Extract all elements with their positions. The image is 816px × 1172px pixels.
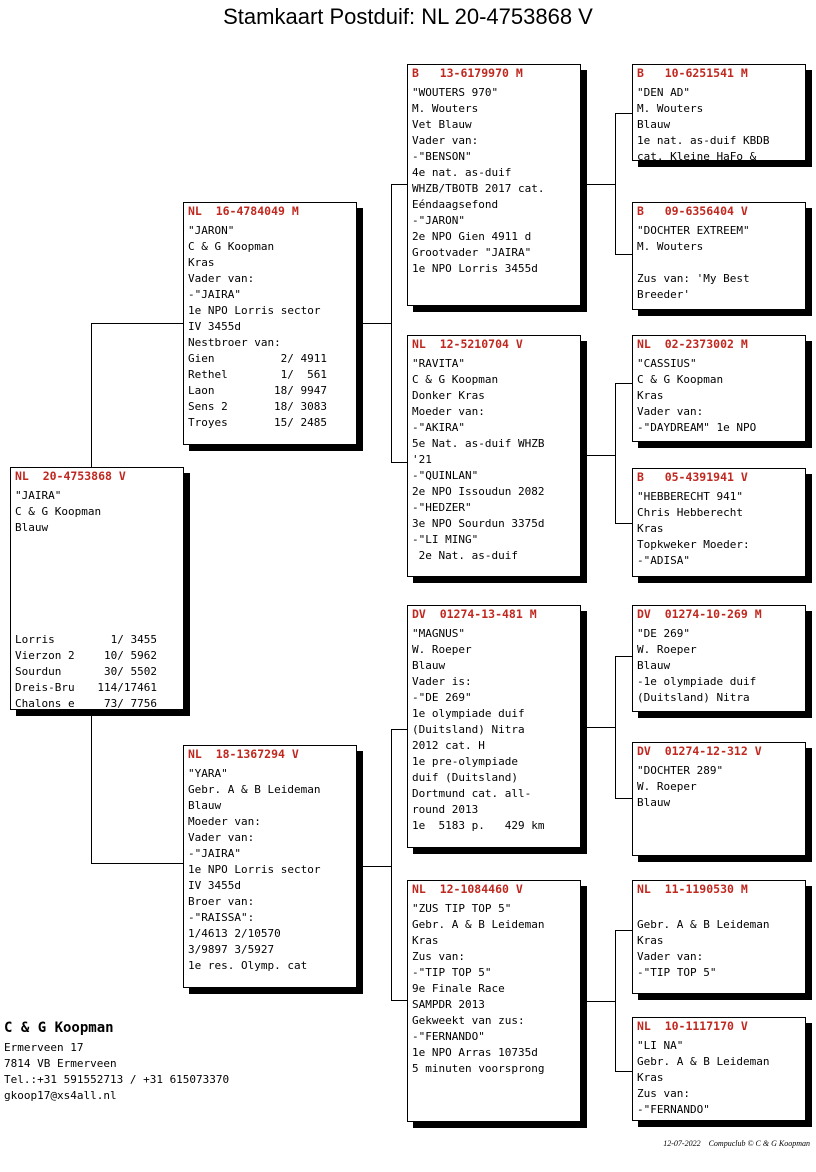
connector-line <box>580 184 615 185</box>
connector-line <box>391 1000 407 1001</box>
card-line: SAMPDR 2013 <box>412 998 485 1011</box>
card-line: "DE 269" <box>637 627 690 640</box>
card-line: Blauw <box>188 799 222 812</box>
card-line: -1e olympiade duif <box>637 675 757 688</box>
race-name: Sourdun <box>15 665 62 678</box>
race-result: 30/ 5502 <box>104 665 157 678</box>
card-line <box>15 552 179 568</box>
card-line: Zus van: 'My Best <box>637 272 750 285</box>
pigeon-card-mother <box>183 745 357 988</box>
card-line: W. Roeper <box>412 643 472 656</box>
card-line: "HEBBERECHT 941" <box>637 490 743 503</box>
owner-city: 7814 VB Ermerveen <box>4 1057 117 1070</box>
card-line: Donker Kras <box>412 389 485 402</box>
card-line: Nestbroer van: <box>188 336 281 349</box>
card-line: M. Wouters <box>412 102 479 115</box>
connector-line <box>91 323 183 324</box>
card-line: (Duitsland) Nitra <box>412 723 525 736</box>
race-result: 114/17461 <box>97 681 157 694</box>
card-line: -"BENSON" <box>412 150 472 163</box>
card-line: 3/9897 3/5927 <box>188 943 275 956</box>
result-row <box>188 399 352 415</box>
race-name: Gien <box>188 352 215 365</box>
card-line: -"DE 269" <box>412 691 472 704</box>
card-line: Kras <box>412 934 439 947</box>
card-line: -"QUINLAN" <box>412 469 479 482</box>
connector-line <box>391 462 407 463</box>
connector-line <box>615 254 632 255</box>
card-line: "MAGNUS" <box>412 627 465 640</box>
ring-number: B 05-4391941 V <box>637 470 748 484</box>
card-line: Kras <box>637 934 664 947</box>
card-line <box>15 568 179 584</box>
card-line: -"ADISA" <box>637 554 690 567</box>
connector-line <box>391 184 407 185</box>
race-result: 2/ 4911 <box>280 352 327 365</box>
connector-line <box>391 729 407 730</box>
card-line: Gebr. A & B Leideman <box>188 783 321 796</box>
card-line: Moeder van: <box>412 405 485 418</box>
card-line: -"HEDZER" <box>412 501 472 514</box>
card-line: -"LI MING" <box>412 533 479 546</box>
pigeon-card-fff <box>632 64 806 161</box>
ring-number: NL 02-2373002 M <box>637 337 748 351</box>
card-line: "JAIRA" <box>15 489 62 502</box>
card-line: Broer van: <box>188 895 255 908</box>
race-name: Rethel <box>188 368 228 381</box>
card-line: "JARON" <box>188 224 235 237</box>
card-line: duif (Duitsland) <box>412 771 518 784</box>
card-line: 1e NPO Lorris sector <box>188 304 321 317</box>
page-title: Stamkaart Postduif: NL 20-4753868 V <box>223 4 593 29</box>
footer <box>663 1139 810 1148</box>
connector-line <box>580 1001 615 1002</box>
race-result: 18/ 3083 <box>274 400 327 413</box>
connector-line <box>91 863 183 864</box>
card-line: Vader is: <box>412 675 472 688</box>
card-line: Blauw <box>637 659 671 672</box>
card-line: Gekweekt van zus: <box>412 1014 525 1027</box>
card-line: M. Wouters <box>637 240 704 253</box>
result-row <box>15 680 179 696</box>
ring-number: NL 20-4753868 V <box>15 469 126 483</box>
card-line: WHZB/TBOTB 2017 cat. <box>412 182 545 195</box>
ring-number: NL 12-1084460 V <box>412 882 523 896</box>
card-line: Gebr. A & B Leideman <box>637 918 770 931</box>
footer-credit: Compuclub © C & G Koopman <box>708 1139 810 1148</box>
card-line: 5e Nat. as-duif WHZB <box>412 437 545 450</box>
card-line: C & G Koopman <box>15 505 102 518</box>
ring-number: NL 11-1190530 M <box>637 882 748 896</box>
card-line: Gebr. A & B Leideman <box>412 918 545 931</box>
card-line: Blauw <box>637 796 671 809</box>
race-name: Troyes <box>188 416 228 429</box>
card-line: Blauw <box>412 659 446 672</box>
connector-line <box>580 727 615 728</box>
result-row <box>188 415 352 431</box>
connector-line <box>615 113 632 114</box>
card-line: Eéndaagsefond <box>412 198 499 211</box>
result-row <box>188 367 352 383</box>
card-line: 1e pre-olympiade <box>412 755 518 768</box>
card-line: 3e NPO Sourdun 3375d <box>412 517 545 530</box>
card-line: -"JAIRA" <box>188 847 241 860</box>
pigeon-card-father <box>183 202 357 445</box>
footer-date: 12-07-2022 <box>663 1139 701 1148</box>
card-line: Kras <box>637 389 664 402</box>
card-line: IV 3455d <box>188 879 241 892</box>
card-line: "YARA" <box>188 767 228 780</box>
card-line: "DOCHTER EXTREEM" <box>637 224 750 237</box>
race-name: Vierzon 2 <box>15 649 75 662</box>
card-line: Chris Hebberecht <box>637 506 743 519</box>
card-line: -"JARON" <box>412 214 465 227</box>
ring-number: DV 01274-10-269 M <box>637 607 762 621</box>
pigeon-card-ffm <box>632 202 806 310</box>
card-line: 1e res. Olymp. cat <box>188 959 308 972</box>
card-line: round 2013 <box>412 803 479 816</box>
card-line: Gebr. A & B Leideman <box>637 1055 770 1068</box>
result-row <box>15 632 179 648</box>
result-row <box>15 664 179 680</box>
card-line <box>15 536 179 552</box>
result-row <box>15 696 179 712</box>
result-row <box>15 648 179 664</box>
pigeon-card-fmm <box>632 468 806 577</box>
card-line: Moeder van: <box>188 815 261 828</box>
card-line: 2012 cat. H <box>412 739 485 752</box>
card-line: 1e olympiade duif <box>412 707 525 720</box>
card-line: 1e nat. as-duif KBDB <box>637 134 770 147</box>
race-name: Chalons e <box>15 697 75 710</box>
connector-line <box>91 711 92 864</box>
connector-line <box>356 866 391 867</box>
card-line: Dortmund cat. all- <box>412 787 532 800</box>
card-line: W. Roeper <box>637 780 697 793</box>
owner-address: Ermerveen 17 <box>4 1041 84 1054</box>
race-name: Laon <box>188 384 215 397</box>
card-line: "RAVITA" <box>412 357 465 370</box>
connector-line <box>615 383 616 524</box>
card-line: IV 3455d <box>188 320 241 333</box>
card-line <box>637 901 801 917</box>
owner-name: C & G Koopman <box>4 1020 114 1036</box>
result-row <box>188 383 352 399</box>
pigeon-card-father-father <box>407 64 581 306</box>
card-line: Zus van: <box>412 950 465 963</box>
ring-number: NL 10-1117170 V <box>637 1019 748 1033</box>
ring-number: B 13-6179970 M <box>412 66 523 80</box>
ring-number: B 10-6251541 M <box>637 66 748 80</box>
owner-email: gkoop17@xs4all.nl <box>4 1089 117 1102</box>
card-line: -"TIP TOP 5" <box>412 966 492 979</box>
card-line: Zus van: <box>637 1087 690 1100</box>
pigeon-card-father-mother <box>407 335 581 577</box>
card-line: 9e Finale Race <box>412 982 505 995</box>
pigeon-card-self <box>10 467 184 710</box>
card-line: Vader van: <box>188 272 255 285</box>
card-line: Vader van: <box>637 405 704 418</box>
card-line: -"FERNANDO" <box>637 1103 710 1116</box>
owner-block <box>4 1018 229 1104</box>
card-line: -"TIP TOP 5" <box>637 966 717 979</box>
card-line: 1e 5183 p. 429 km <box>412 819 545 832</box>
race-result: 18/ 9947 <box>274 384 327 397</box>
card-line: 2e Nat. as-duif <box>412 549 518 562</box>
card-line: "DEN AD" <box>637 86 690 99</box>
connector-line <box>615 383 632 384</box>
ring-number: NL 16-4784049 M <box>188 204 299 218</box>
race-name: Lorris <box>15 633 55 646</box>
pigeon-card-mmf <box>632 880 806 994</box>
card-line: "WOUTERS 970" <box>412 86 499 99</box>
connector-line <box>615 656 632 657</box>
card-line: Vader van: <box>637 950 704 963</box>
card-line: 1/4613 2/10570 <box>188 927 281 940</box>
card-line: C & G Koopman <box>637 373 724 386</box>
connector-line <box>580 455 615 456</box>
connector-line <box>615 798 632 799</box>
connector-line <box>391 184 392 463</box>
pigeon-card-mother-mother <box>407 880 581 1122</box>
card-line: 1e NPO Arras 10735d <box>412 1046 538 1059</box>
card-line: -"FERNANDO" <box>412 1030 485 1043</box>
card-line: "LI NA" <box>637 1039 684 1052</box>
pigeon-card-fmf <box>632 335 806 442</box>
connector-line <box>91 323 92 469</box>
card-line: 1e NPO Lorris 3455d <box>412 262 538 275</box>
card-line: Kras <box>188 256 215 269</box>
ring-number: B 09-6356404 V <box>637 204 748 218</box>
card-line: W. Roeper <box>637 643 697 656</box>
card-line <box>15 616 179 632</box>
card-line: -"JAIRA" <box>188 288 241 301</box>
race-name: Dreis-Bru <box>15 681 75 694</box>
ring-number: DV 01274-12-312 V <box>637 744 762 758</box>
pigeon-card-mmm <box>632 1017 806 1121</box>
card-line: cat. Kleine HaFo & <box>637 150 757 163</box>
card-line: (Duitsland) Nitra <box>637 691 750 704</box>
pigeon-card-mfm <box>632 742 806 856</box>
card-line: 4e nat. as-duif <box>412 166 512 179</box>
race-result: 1/ 561 <box>280 368 327 381</box>
card-line: Vet Blauw <box>412 118 472 131</box>
pigeon-card-mff <box>632 605 806 712</box>
card-line: Vader van: <box>412 134 479 147</box>
card-line: "CASSIUS" <box>637 357 697 370</box>
connector-line <box>391 729 392 1001</box>
card-line: Kras <box>637 1071 664 1084</box>
card-line: Kras <box>637 522 664 535</box>
card-line <box>637 255 801 271</box>
card-line: -"RAISSA": <box>188 911 255 924</box>
card-line: 1e NPO Lorris sector <box>188 863 321 876</box>
card-line: M. Wouters <box>637 102 704 115</box>
card-line: "ZUS TIP TOP 5" <box>412 902 512 915</box>
card-line: C & G Koopman <box>188 240 275 253</box>
race-result: 1/ 3455 <box>110 633 157 646</box>
pigeon-card-mother-father <box>407 605 581 848</box>
race-result: 10/ 5962 <box>104 649 157 662</box>
card-line <box>15 584 179 600</box>
card-line: Vader van: <box>188 831 255 844</box>
result-row <box>188 351 352 367</box>
card-line: Grootvader "JAIRA" <box>412 246 532 259</box>
card-line: '21 <box>412 453 432 466</box>
race-result: 73/ 7756 <box>104 697 157 710</box>
connector-line <box>615 930 616 1072</box>
card-line: "DOCHTER 289" <box>637 764 724 777</box>
card-line: -"AKIRA" <box>412 421 465 434</box>
race-result: 15/ 2485 <box>274 416 327 429</box>
card-line: 2e NPO Issoudun 2082 <box>412 485 545 498</box>
card-line: Breeder' <box>637 288 690 301</box>
card-line: Blauw <box>15 521 49 534</box>
ring-number: DV 01274-13-481 M <box>412 607 537 621</box>
card-line: C & G Koopman <box>412 373 499 386</box>
connector-line <box>615 656 616 799</box>
card-line: 2e NPO Gien 4911 d <box>412 230 532 243</box>
owner-phone: Tel.:+31 591552713 / +31 615073370 <box>4 1073 230 1086</box>
card-line: Blauw <box>637 118 671 131</box>
connector-line <box>356 323 391 324</box>
connector-line <box>615 523 632 524</box>
card-line: -"DAYDREAM" 1e NPO <box>637 421 757 434</box>
connector-line <box>615 1071 632 1072</box>
race-name: Sens 2 <box>188 400 228 413</box>
connector-line <box>615 113 616 255</box>
connector-line <box>615 930 632 931</box>
ring-number: NL 18-1367294 V <box>188 747 299 761</box>
card-line: Topkweker Moeder: <box>637 538 750 551</box>
ring-number: NL 12-5210704 V <box>412 337 523 351</box>
card-line: 5 minuten voorsprong <box>412 1062 545 1075</box>
card-line <box>15 600 179 616</box>
